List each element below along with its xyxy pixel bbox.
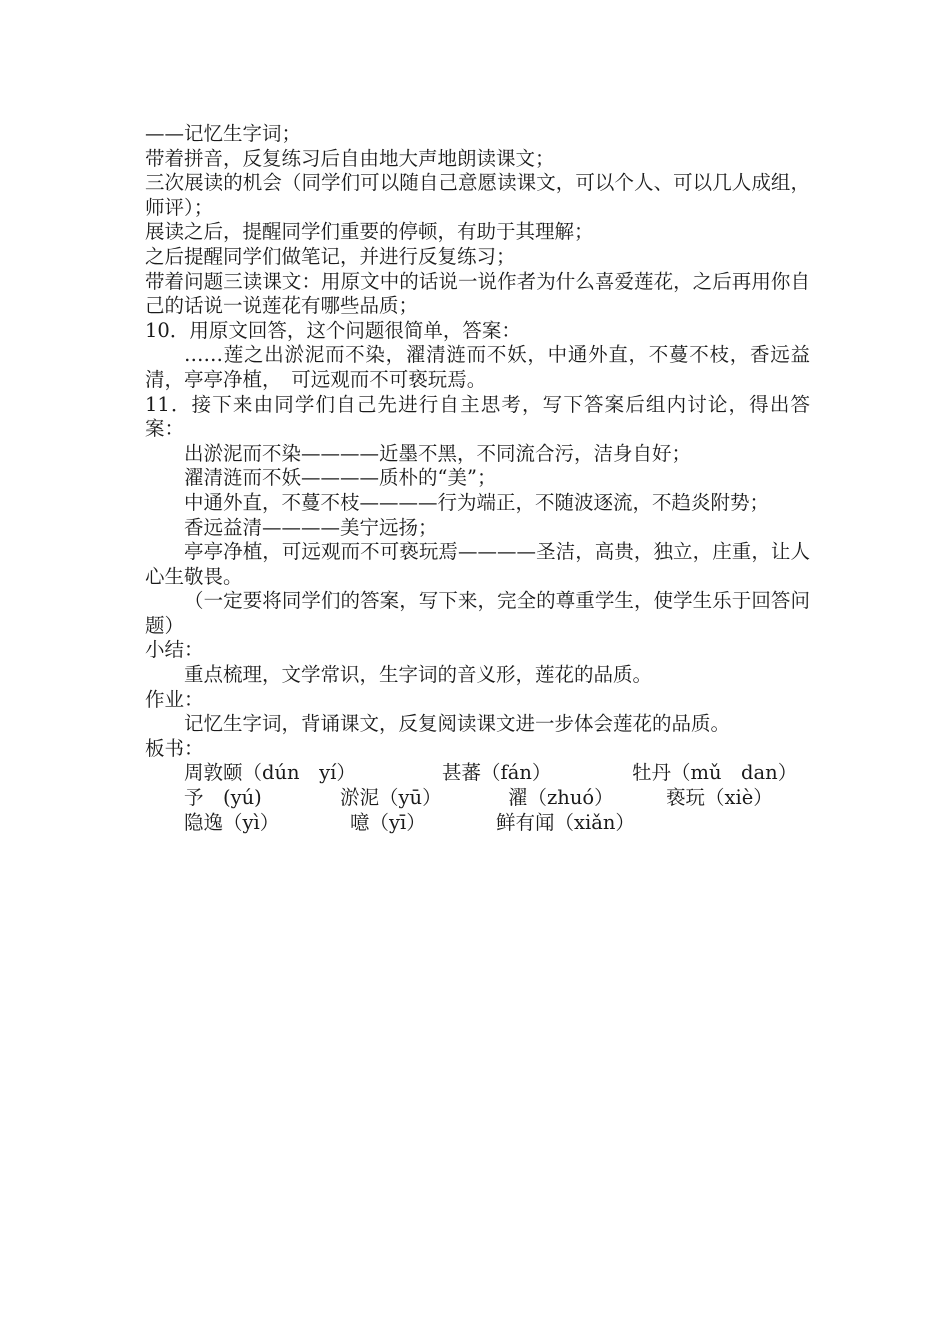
answer-line: 亭亭净植，可远观而不可亵玩焉————圣洁，高贵，独立，庄重，让人心生敬畏。: [145, 540, 810, 588]
section-heading-board: 板书：: [145, 736, 204, 760]
answer-line: 香远益清————美宁远扬；: [184, 515, 438, 539]
summary-text: 重点梳理，文学常识，生字词的音义形，莲花的品质。: [184, 663, 653, 687]
text-line: 10．用原文回答，这个问题很简单，答案：: [145, 318, 521, 342]
board-word: 隐逸（yì）: [184, 810, 280, 834]
answer-line: 中通外直，不蔓不枝————行为端正，不随波逐流，不趋炎附势；: [184, 490, 770, 514]
board-word: 予 (yú): [184, 786, 262, 810]
text-line: 展读之后，提醒同学们重要的停顿，有助于其理解；: [145, 220, 594, 244]
homework-text: 记忆生字词，背诵课文，反复阅读课文进一步体会莲花的品质。: [184, 712, 731, 736]
board-word: 噫（yī）: [350, 810, 426, 834]
text-line: 带着拼音，反复练习后自由地大声地朗读课文；: [145, 146, 555, 170]
board-word: 淤泥（yū）: [340, 786, 442, 810]
text-line: 之后提醒同学们做笔记，并进行反复练习；: [145, 244, 516, 268]
board-word: 甚蕃（fán）: [442, 761, 552, 785]
text-line: 带着问题三读课文：用原文中的话说一说作者为什么喜爱莲花，之后再用你自己的话说一说莲花有哪些品质；: [145, 269, 810, 318]
section-heading-homework: 作业：: [145, 687, 204, 711]
text-line: ——记忆生字词；: [145, 122, 302, 145]
document-page: [145, 122, 810, 835]
board-word: 周敦颐（dún yí）: [184, 761, 356, 785]
board-row: [145, 786, 810, 811]
board-word: 亵玩（xiè）: [666, 786, 773, 810]
board-word: 鲜有闻（xiǎn）: [496, 810, 635, 834]
answer-line: 出淤泥而不染————近墨不黑，不同流合污，洁身自好；: [184, 441, 692, 465]
section-heading-summary: 小结：: [145, 638, 204, 662]
board-row: [145, 811, 810, 836]
text-line: 11．接下来由同学们自己先进行自主思考，写下答案后组内讨论，得出答案：: [145, 392, 810, 441]
teacher-note: （一定要将同学们的答案，写下来，完全的尊重学生，使学生乐于回答问题）: [145, 589, 810, 637]
quote-paragraph: ……莲之出淤泥而不染，濯清涟而不妖，中通外直，不蔓不枝，香远益清，亭亭净植， 可远观而不可亵玩焉。: [145, 343, 810, 391]
text-line: 三次展读的机会（同学们可以随自己意愿读课文，可以个人、可以几人成组，师评）；: [145, 171, 810, 219]
board-row: [145, 761, 810, 786]
answer-line: 濯清涟而不妖————质朴的“美”；: [184, 466, 497, 490]
board-word: 濯（zhuó）: [508, 786, 614, 810]
board-word: 牡丹（mǔ dan）: [632, 761, 798, 785]
